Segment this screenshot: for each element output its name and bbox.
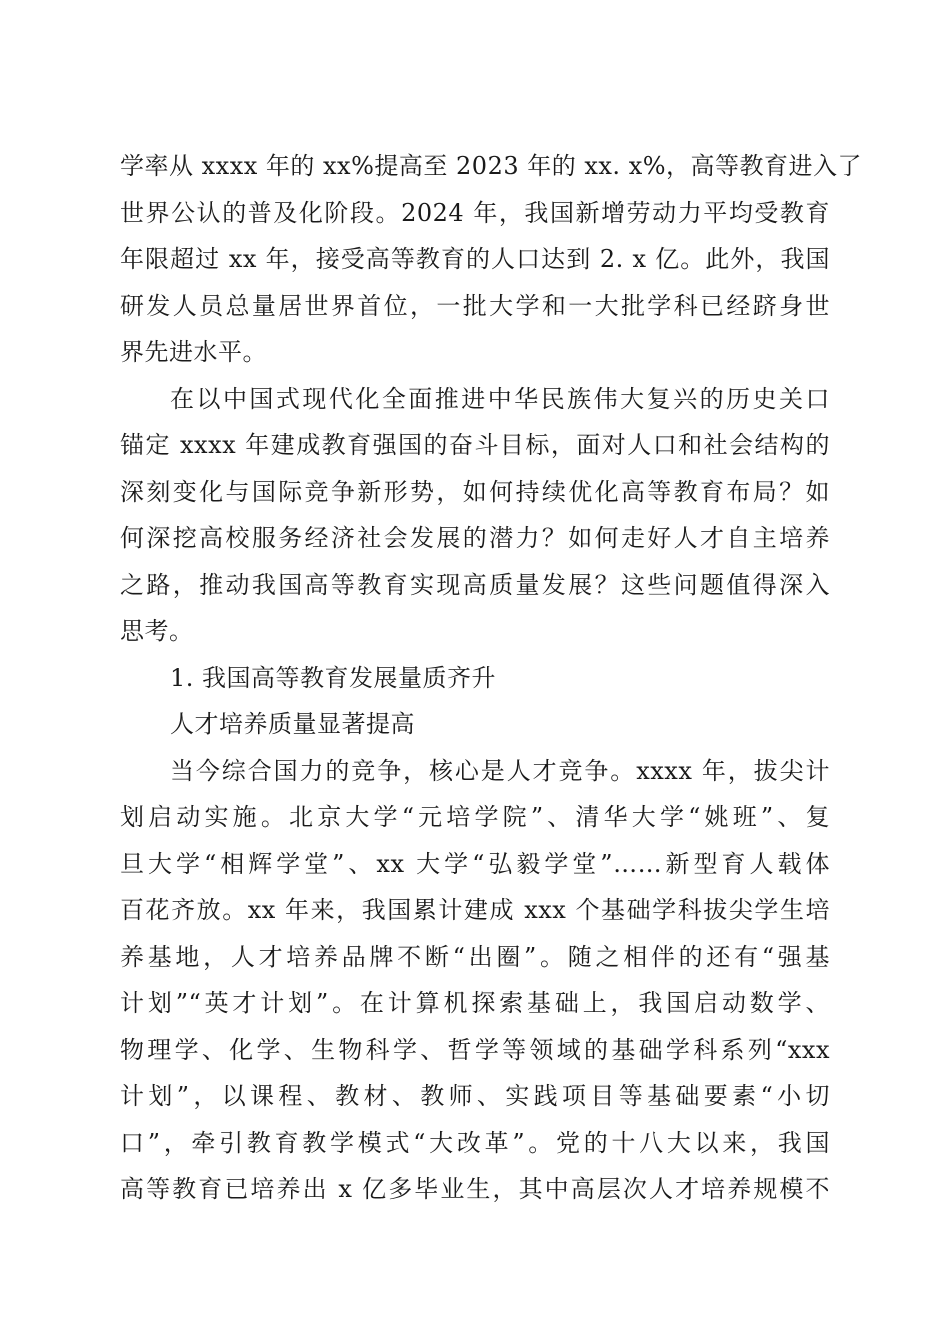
paragraph — [120, 748, 830, 1213]
text-line: 之路，推动我国高等教育实现高质量发展？这些问题值得深入 — [120, 570, 830, 599]
text-line: 口”，牵引教育教学模式“大改革”。党的十八大以来，我国 — [120, 1128, 830, 1157]
text-line: 研发人员总量居世界首位，一批大学和一大批学科已经跻身世 — [120, 291, 830, 320]
paragraph — [120, 143, 863, 376]
section-heading — [120, 655, 830, 702]
text-line: 锚定 xxxx 年建成教育强国的奋斗目标，面对人口和社会结构的 — [120, 431, 830, 459]
document-body — [120, 143, 863, 1213]
text-line: 百花齐放。xx 年来，我国累计建成 xxx 个基础学科拔尖学生培 — [120, 896, 830, 924]
heading-line: 人才培养质量显著提高 — [170, 710, 415, 738]
heading-line: 1. 我国高等教育发展量质齐升 — [170, 663, 497, 692]
text-line: 计划”，以课程、教材、教师、实践项目等基础要素“小切 — [120, 1082, 830, 1110]
text-line: 划启动实施。北京大学“元培学院”、清华大学“姚班”、复 — [120, 803, 830, 831]
text-line: 深刻变化与国际竞争新形势，如何持续优化高等教育布局？如 — [120, 477, 830, 506]
text-line: 学率从 xxxx 年的 xx%提高至 2023 年的 xx. x%，高等教育进入了 — [120, 152, 863, 180]
text-line: 养基地，人才培养品牌不断“出圈”。随之相伴的还有“强基 — [120, 942, 830, 971]
paragraph — [120, 376, 830, 655]
text-line: 计划”“英才计划”。在计算机探索基础上，我国启动数学、 — [120, 989, 830, 1017]
text-line: 世界公认的普及化阶段。2024 年，我国新增劳动力平均受教育 — [120, 198, 830, 227]
text-line: 当今综合国力的竞争，核心是人才竞争。xxxx 年，拔尖计 — [170, 756, 830, 785]
text-line: 旦大学“相辉学堂”、xx 大学“弘毅学堂”……新型育人载体 — [120, 849, 830, 878]
subsection-heading — [120, 701, 830, 748]
text-line: 高等教育已培养出 x 亿多毕业生，其中高层次人才培养规模不 — [120, 1175, 830, 1203]
text-line: 何深挖高校服务经济社会发展的潜力？如何走好人才自主培养 — [120, 524, 830, 552]
text-line: 思考。 — [120, 617, 194, 645]
text-line: 界先进水平。 — [120, 338, 267, 366]
text-line: 在以中国式现代化全面推进中华民族伟大复兴的历史关口 — [170, 384, 830, 413]
text-line: 年限超过 xx 年，接受高等教育的人口达到 2. x 亿。此外，我国 — [120, 245, 830, 273]
text-line: 物理学、化学、生物科学、哲学等领域的基础学科系列“xxx — [120, 1035, 830, 1064]
